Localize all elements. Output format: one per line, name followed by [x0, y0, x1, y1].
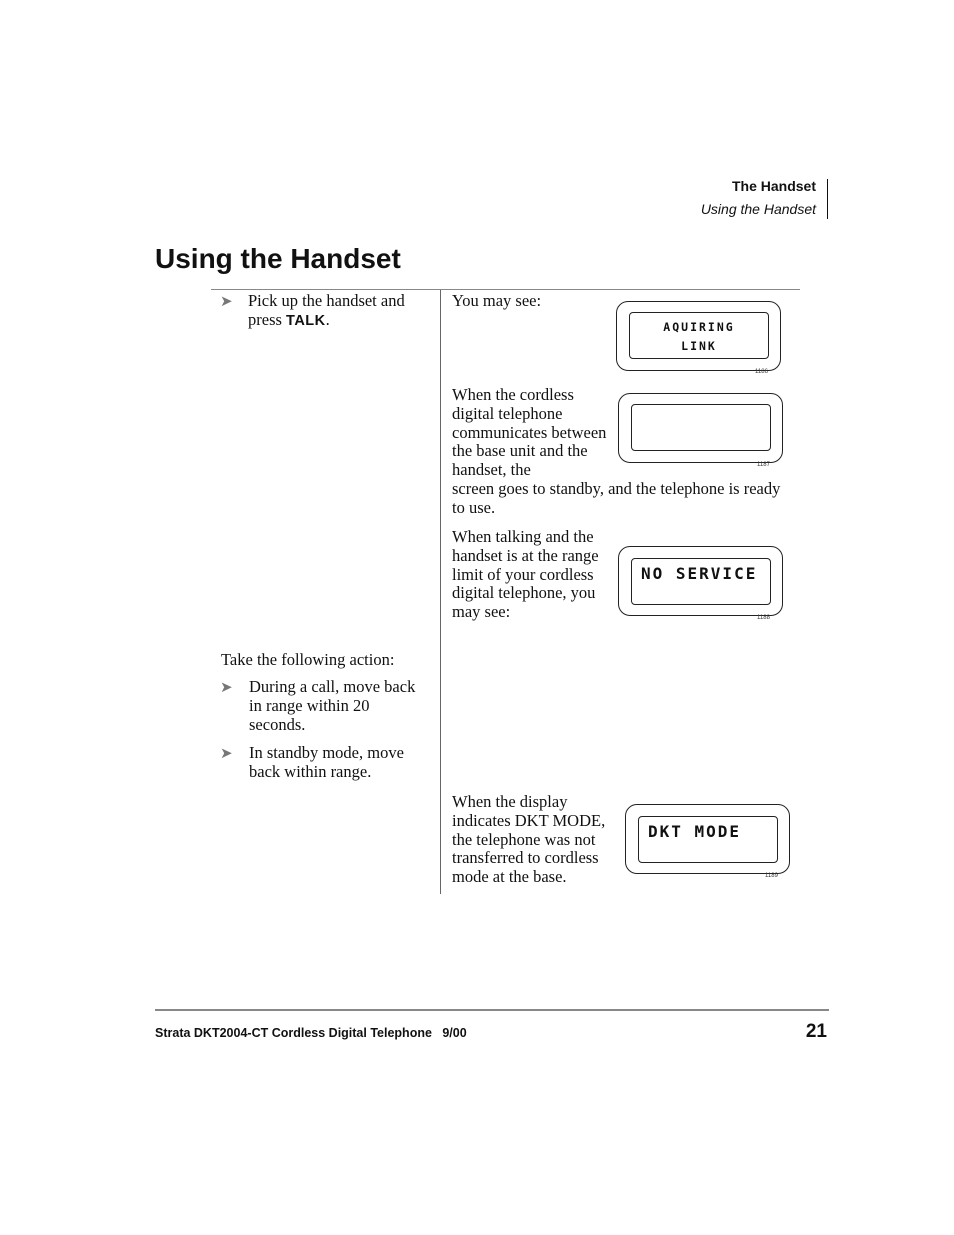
figure-number: 1186: [755, 369, 768, 375]
action-item: During a call, move back in range within 20 seconds.: [249, 677, 416, 734]
page-title: Using the Handset: [155, 243, 401, 274]
lcd-line: LINK: [681, 339, 717, 353]
action-intro: Take the following action:: [221, 650, 395, 669]
step-pick-up-handset: [248, 292, 428, 331]
action-item: In standby mode, move back within range.: [249, 743, 404, 781]
title-rule: [211, 289, 800, 290]
page-number: 21: [805, 1021, 827, 1042]
column-divider: [440, 290, 441, 894]
talk-key-label: TALK: [286, 312, 326, 329]
figure-number: 1189: [765, 873, 778, 879]
standby-description: When the cordless digital telephone communicates between the base unit and the handset, the: [452, 385, 607, 480]
lcd-line: AQUIRING: [663, 320, 735, 334]
footer-document-title: Strata DKT2004-CT Cordless Digital Telephone 9/00: [155, 1026, 467, 1040]
range-limit-description: When talking and the handset is at the range limit of your cordless digital telephone, you may see:: [452, 527, 599, 622]
lcd-screen: [631, 558, 771, 605]
bullet-arrow-icon: ➤: [220, 746, 233, 762]
footer-rule: [155, 1009, 829, 1011]
lcd-display-figure: [625, 804, 790, 874]
lcd-screen: [629, 312, 769, 359]
lcd-line: NO SERVICE: [641, 564, 758, 583]
lcd-screen: [631, 404, 771, 451]
dkt-mode-description: When the display indicates DKT MODE, the telephone was not transferred to cordless mode at the base.: [452, 792, 606, 887]
lcd-display-figure: [618, 393, 783, 463]
lcd-line: DKT MODE: [648, 822, 742, 841]
bullet-arrow-icon: ➤: [220, 294, 233, 310]
running-header-chapter: The Handset: [731, 178, 816, 194]
step-punctuation: .: [325, 309, 330, 329]
you-may-see-text: You may see:: [452, 291, 542, 310]
figure-number: 1188: [757, 615, 770, 621]
figure-number: 1187: [757, 462, 770, 468]
header-divider: [827, 179, 828, 219]
bullet-arrow-icon: ➤: [220, 680, 233, 696]
lcd-display-figure: [616, 301, 781, 371]
step-text: Pick up the handset and press: [248, 291, 405, 329]
lcd-screen: [638, 816, 778, 863]
lcd-display-figure: [618, 546, 783, 616]
standby-description-continued: screen goes to standby, and the telephone is ready to use.: [452, 479, 781, 517]
running-header-section: Using the Handset: [700, 201, 816, 217]
